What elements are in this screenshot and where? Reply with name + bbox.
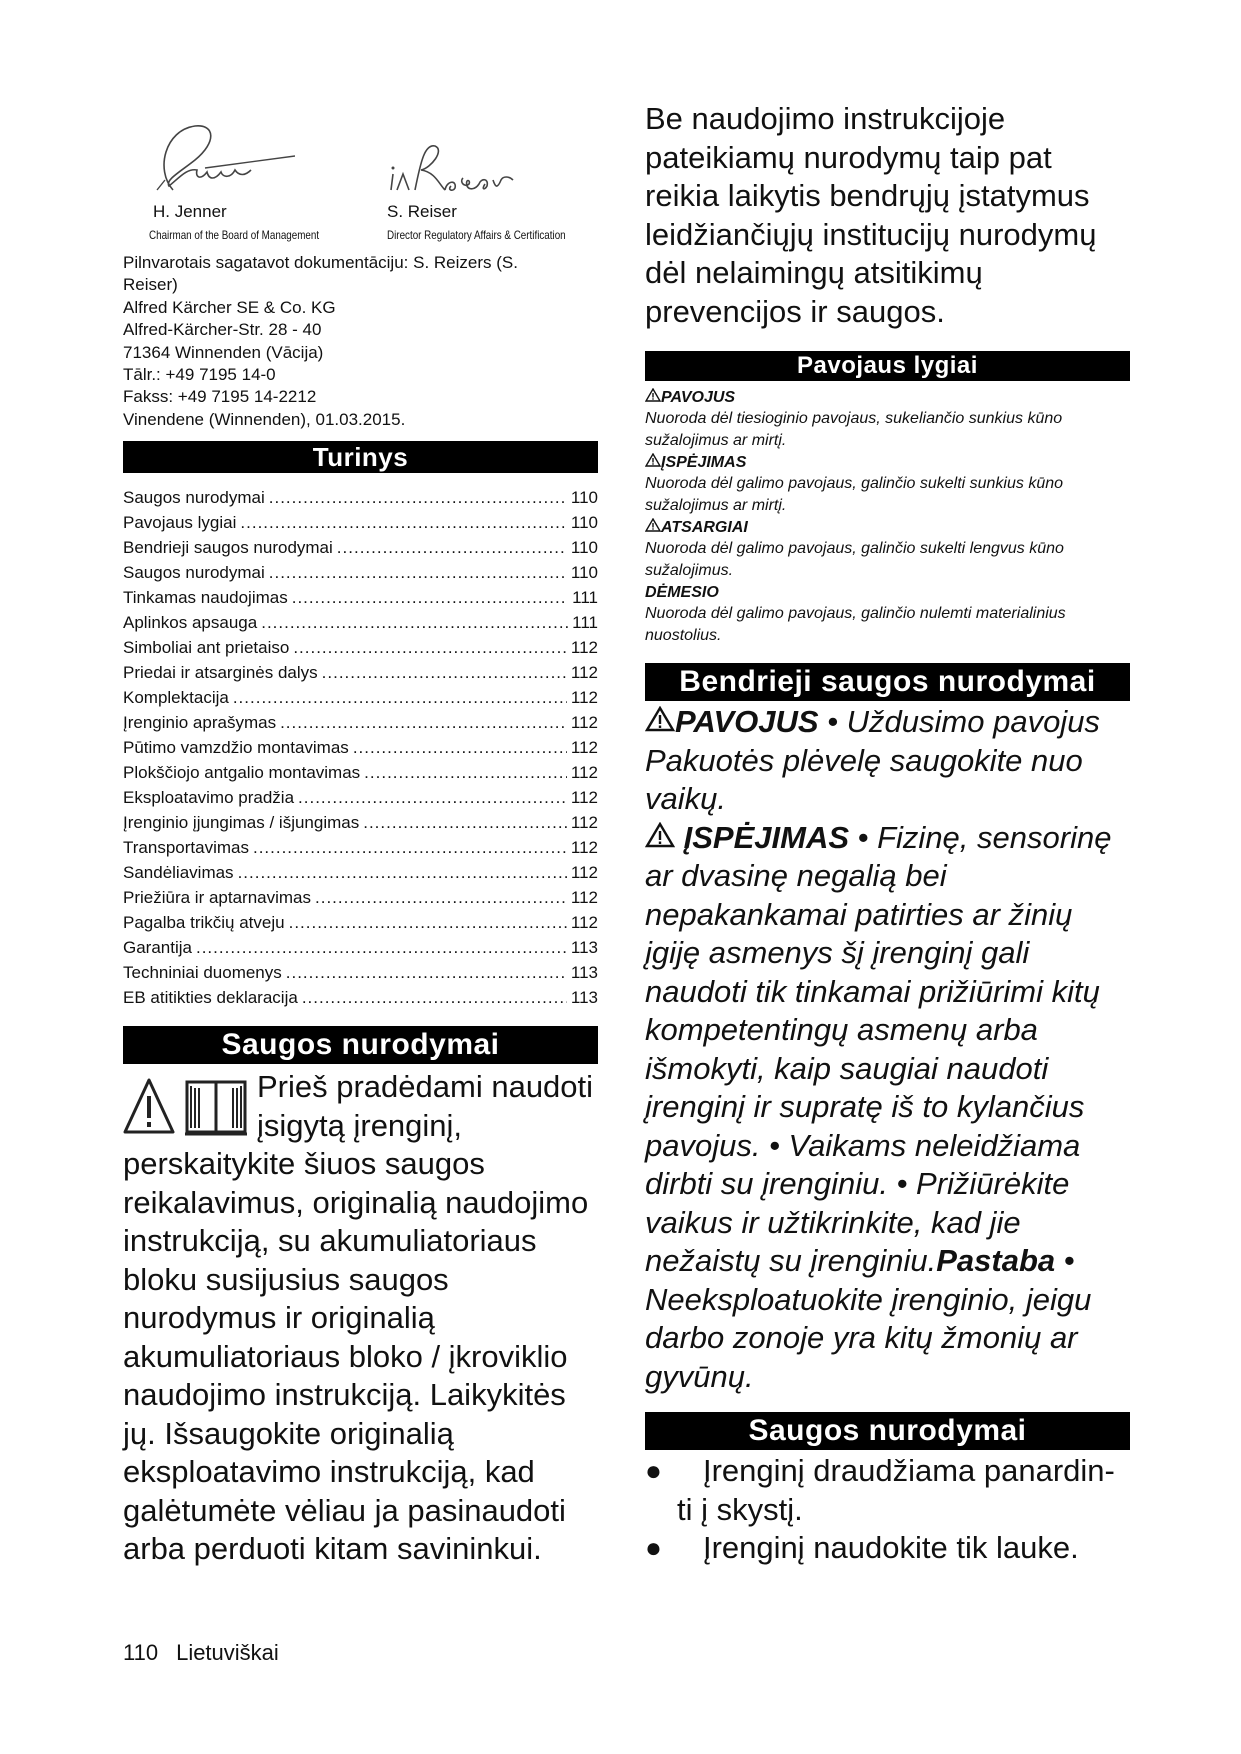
signer2-name: S. Reiser xyxy=(387,202,457,221)
toc-entry-title: Komplektacija xyxy=(123,688,229,708)
toc-entry-title: EB atitikties deklaracija xyxy=(123,988,298,1008)
toc-entry-title: Pagalba trikčių atveju xyxy=(123,913,285,933)
signatures xyxy=(123,110,598,248)
hazard-level-label: DĖMESIO xyxy=(645,584,719,601)
toc-entry-page: 110 xyxy=(570,513,598,533)
toc-entry-page: 112 xyxy=(570,638,598,658)
bullet-1-line-2: ti į skystį. xyxy=(677,1491,803,1527)
toc-leader-dots xyxy=(238,860,567,885)
signature-block-jenner xyxy=(135,120,320,242)
toc-entry-title: Garantija xyxy=(123,938,192,958)
toc-leader-dots xyxy=(292,585,568,610)
address-block xyxy=(123,252,598,431)
toc-entry xyxy=(123,960,598,985)
signer1-role: Chairman of the Board of Management xyxy=(149,228,320,242)
toc-entry xyxy=(123,785,598,810)
toc-entry xyxy=(123,835,598,860)
toc-entry-title: Priedai ir atsarginės dalys xyxy=(123,663,318,683)
footer-language: Lietuviškai xyxy=(176,1640,279,1665)
hazard-level-description: Nuoroda dėl galimo pavojaus, galinčio sukelti lengvus kūno sužalojimus. xyxy=(645,540,1064,579)
toc-entry-page: 112 xyxy=(570,738,598,758)
toc-leader-dots xyxy=(353,735,567,760)
page-number: 110 xyxy=(123,1640,159,1665)
toc-entry-title: Sandėliavimas xyxy=(123,863,234,883)
toc-leader-dots xyxy=(315,885,567,910)
toc-entry-page: 112 xyxy=(570,813,598,833)
toc-entry-title: Saugos nurodymai xyxy=(123,488,265,508)
toc-entry-page: 112 xyxy=(570,838,598,858)
regulations-note: Be naudojimo instrukcijoje pateikiamų nurodymų taip pat reikia laikytis bendrųjų įstatymus leidžiančiųjų institucijų nurodymų dėl nelaimingų atsitikimų prevencijos ir saugos. xyxy=(645,101,1097,329)
hazard-level-title xyxy=(645,452,1130,473)
toc-entry xyxy=(123,810,598,835)
toc-entry xyxy=(123,535,598,560)
hazard-level-title xyxy=(645,387,1130,408)
address-line: Pilnvarotais sagatavot dokumentāciju: S. Reizers (S. xyxy=(123,253,518,272)
right-column xyxy=(645,100,1130,1568)
toc-entry-title: Plokščiojo antgalio montavimas xyxy=(123,763,361,783)
hazard-triangle-icon xyxy=(645,454,661,471)
safety-heading-left: Saugos nurodymai xyxy=(123,1026,598,1064)
warning-text: • Fizinę, sensorinę ar dvasinę negalią bei nepakankamai patirties ar žinių įgiję asmenys šį įrenginį gali naudoti tik tinkamai prižiūrimi kitų kompetentingų asmenų arba išmokyti, kaip saugiai naudoti įrenginį ir supratę iš to kylančius pavojus. • Vaikams neleidžiama dirbti su įrenginiu. • Prižiūrėkite vaikus ir užtikrinkite, kad jie nežaistų su įrenginiu. xyxy=(645,819,1112,1278)
warning-and-manual-icons xyxy=(123,1074,251,1140)
toc-entry-title: Aplinkos apsauga xyxy=(123,613,258,633)
hazard-triangle-icon xyxy=(645,519,661,536)
hazard-levels-list xyxy=(645,387,1130,647)
bullet-2: Įrenginį naudokite tik lauke. xyxy=(703,1530,1079,1565)
warning-icon xyxy=(645,820,675,855)
hazard-level-title xyxy=(645,517,1130,538)
toc-entry xyxy=(123,985,598,1010)
general-safety-text xyxy=(645,703,1130,1396)
toc-entry-page: 112 xyxy=(570,688,598,708)
toc-leader-dots xyxy=(269,485,567,510)
safety-heading-right: Saugos nurodymai xyxy=(645,1412,1130,1450)
danger-label: PAVOJUS xyxy=(675,704,819,739)
toc-heading: Turinys xyxy=(123,441,598,473)
toc-entry-page: 113 xyxy=(570,963,598,983)
toc-entry-title: Priežiūra ir aptarnavimas xyxy=(123,888,312,908)
safety-section-left xyxy=(123,1026,598,1569)
toc-leader-dots xyxy=(233,685,567,710)
toc-entry xyxy=(123,660,598,685)
toc-entry xyxy=(123,585,598,610)
toc-leader-dots xyxy=(196,935,567,960)
warning-label: ĮSPĖJIMAS xyxy=(683,819,850,855)
address-line: Vinendene (Winnenden), 01.03.2015. xyxy=(123,409,406,429)
toc-entry xyxy=(123,610,598,635)
toc-entry xyxy=(123,635,598,660)
toc-entry xyxy=(123,860,598,885)
toc-entry-title: Eksploatavimo pradžia xyxy=(123,788,295,808)
toc-entry-page: 112 xyxy=(570,788,598,808)
address-line: Alfred-Kärcher-Str. 28 - 40 xyxy=(123,320,322,340)
toc-entry-page: 112 xyxy=(570,763,598,783)
warning-triangle-icon xyxy=(125,1080,173,1132)
toc-entry-title: Pavojaus lygiai xyxy=(123,513,237,533)
read-manual-book-icon xyxy=(185,1082,247,1134)
toc-entry-page: 110 xyxy=(570,488,598,508)
toc-leader-dots xyxy=(298,785,567,810)
toc-leader-dots xyxy=(337,535,567,560)
address-line: Fakss: +49 7195 14-2212 xyxy=(123,387,317,407)
danger-text: • Uždusimo pavojus Pakuotės plėvelę saugokite nuo vaikų. xyxy=(645,704,1100,816)
toc-leader-dots xyxy=(293,635,567,660)
note-label: Pastaba xyxy=(936,1243,1056,1278)
toc-entry xyxy=(123,510,598,535)
list-item xyxy=(645,1452,1130,1529)
hazard-level-title xyxy=(645,582,1130,603)
danger-icon xyxy=(645,704,675,739)
toc-leader-dots xyxy=(280,710,567,735)
list-item xyxy=(645,1529,1130,1568)
signature-reiser xyxy=(385,140,525,202)
toc-leader-dots xyxy=(253,835,567,860)
toc-entry-page: 112 xyxy=(570,863,598,883)
table-of-contents xyxy=(123,485,598,1010)
toc-leader-dots xyxy=(363,810,567,835)
toc-entry-page: 110 xyxy=(570,538,598,558)
signer2-role: Director Regulatory Affairs & Certification xyxy=(387,228,566,242)
toc-entry xyxy=(123,485,598,510)
hazard-levels-heading: Pavojaus lygiai xyxy=(645,351,1130,381)
address-line: Tālr.: +49 7195 14-0 xyxy=(123,365,276,385)
toc-entry xyxy=(123,910,598,935)
page-footer xyxy=(123,1640,279,1666)
toc-entry-page: 112 xyxy=(570,888,598,908)
note-text: • Neeksploatuokite įrenginio, jeigu darbo zonoje yra kitų žmonių ar gyvūnų. xyxy=(645,1243,1092,1394)
toc-leader-dots xyxy=(269,560,567,585)
safety-bullets xyxy=(645,1452,1130,1568)
hazard-level-label: ĮSPĖJIMAS xyxy=(661,454,747,471)
signer1-name: H. Jenner xyxy=(153,202,227,221)
left-column xyxy=(123,110,598,1569)
address-line: Reiser) xyxy=(123,275,178,295)
toc-leader-dots xyxy=(289,910,567,935)
signature-jenner xyxy=(135,120,295,202)
hazard-triangle-icon xyxy=(645,389,661,406)
safety-intro xyxy=(123,1068,598,1569)
toc-entry-title: Techniniai duomenys xyxy=(123,963,282,983)
toc-entry-page: 111 xyxy=(572,613,598,633)
toc-entry xyxy=(123,710,598,735)
toc-entry-title: Pūtimo vamzdžio montavimas xyxy=(123,738,349,758)
bullet-1-line-1: Įrenginį draudžiama panardin- xyxy=(703,1453,1115,1488)
hazard-level-description: Nuoroda dėl galimo pavojaus, galinčio sukelti sunkius kūno sužalojimus ar mirtį. xyxy=(645,475,1064,514)
toc-entry xyxy=(123,760,598,785)
toc-entry-page: 110 xyxy=(570,563,598,583)
toc-entry-title: Įrenginio įjungimas / išjungimas xyxy=(123,813,360,833)
signature-block-reiser xyxy=(385,140,566,242)
toc-entry-page: 113 xyxy=(570,938,598,958)
toc-leader-dots xyxy=(240,510,566,535)
toc-leader-dots xyxy=(261,610,568,635)
toc-entry xyxy=(123,685,598,710)
safety-intro-text: Prieš pradėdami naudoti įsigytą įrenginį, perskaitykite šiuos saugos reikalavimus, originalią naudojimo instrukciją, su akumuliatoriaus bloku susijusius saugos nurodymus ir originalią akumuliatoriaus bloko / įkroviklio naudojimo instrukciją. Laikykitės jų. Išsaugokite originalią eksploatavimo instrukciją, kad galėtumėte vėliau ja pasinaudoti arba perduoti kitam savininkui. xyxy=(123,1069,594,1567)
toc-leader-dots xyxy=(322,660,567,685)
address-line: 71364 Winnenden (Vācija) xyxy=(123,342,324,362)
toc-entry xyxy=(123,885,598,910)
toc-entry-title: Tinkamas naudojimas xyxy=(123,588,288,608)
toc-entry xyxy=(123,935,598,960)
toc-leader-dots xyxy=(302,985,567,1010)
hazard-level-label: PAVOJUS xyxy=(661,389,736,406)
toc-entry-title: Simboliai ant prietaiso xyxy=(123,638,290,658)
toc-entry xyxy=(123,560,598,585)
toc-entry xyxy=(123,735,598,760)
address-line: Alfred Kärcher SE & Co. KG xyxy=(123,297,336,317)
toc-entry-title: Įrenginio aprašymas xyxy=(123,713,277,733)
hazard-level-label: ATSARGIAI xyxy=(661,519,748,536)
general-safety-heading: Bendrieji saugos nurodymai xyxy=(645,663,1130,701)
toc-entry-page: 112 xyxy=(570,713,598,733)
toc-entry-page: 111 xyxy=(572,588,598,608)
toc-entry-title: Bendrieji saugos nurodymai xyxy=(123,538,333,558)
toc-entry-title: Transportavimas xyxy=(123,838,249,858)
toc-entry-page: 112 xyxy=(570,913,598,933)
toc-leader-dots xyxy=(364,760,567,785)
hazard-level-description: Nuoroda dėl galimo pavojaus, galinčio nulemti materialinius nuostolius. xyxy=(645,605,1066,644)
toc-entry-title: Saugos nurodymai xyxy=(123,563,265,583)
toc-entry-page: 112 xyxy=(570,663,598,683)
hazard-level-description: Nuoroda dėl tiesioginio pavojaus, sukeliančio sunkius kūno sužalojimus ar mirtį. xyxy=(645,410,1063,449)
toc-entry-page: 113 xyxy=(570,988,598,1008)
toc-leader-dots xyxy=(286,960,567,985)
